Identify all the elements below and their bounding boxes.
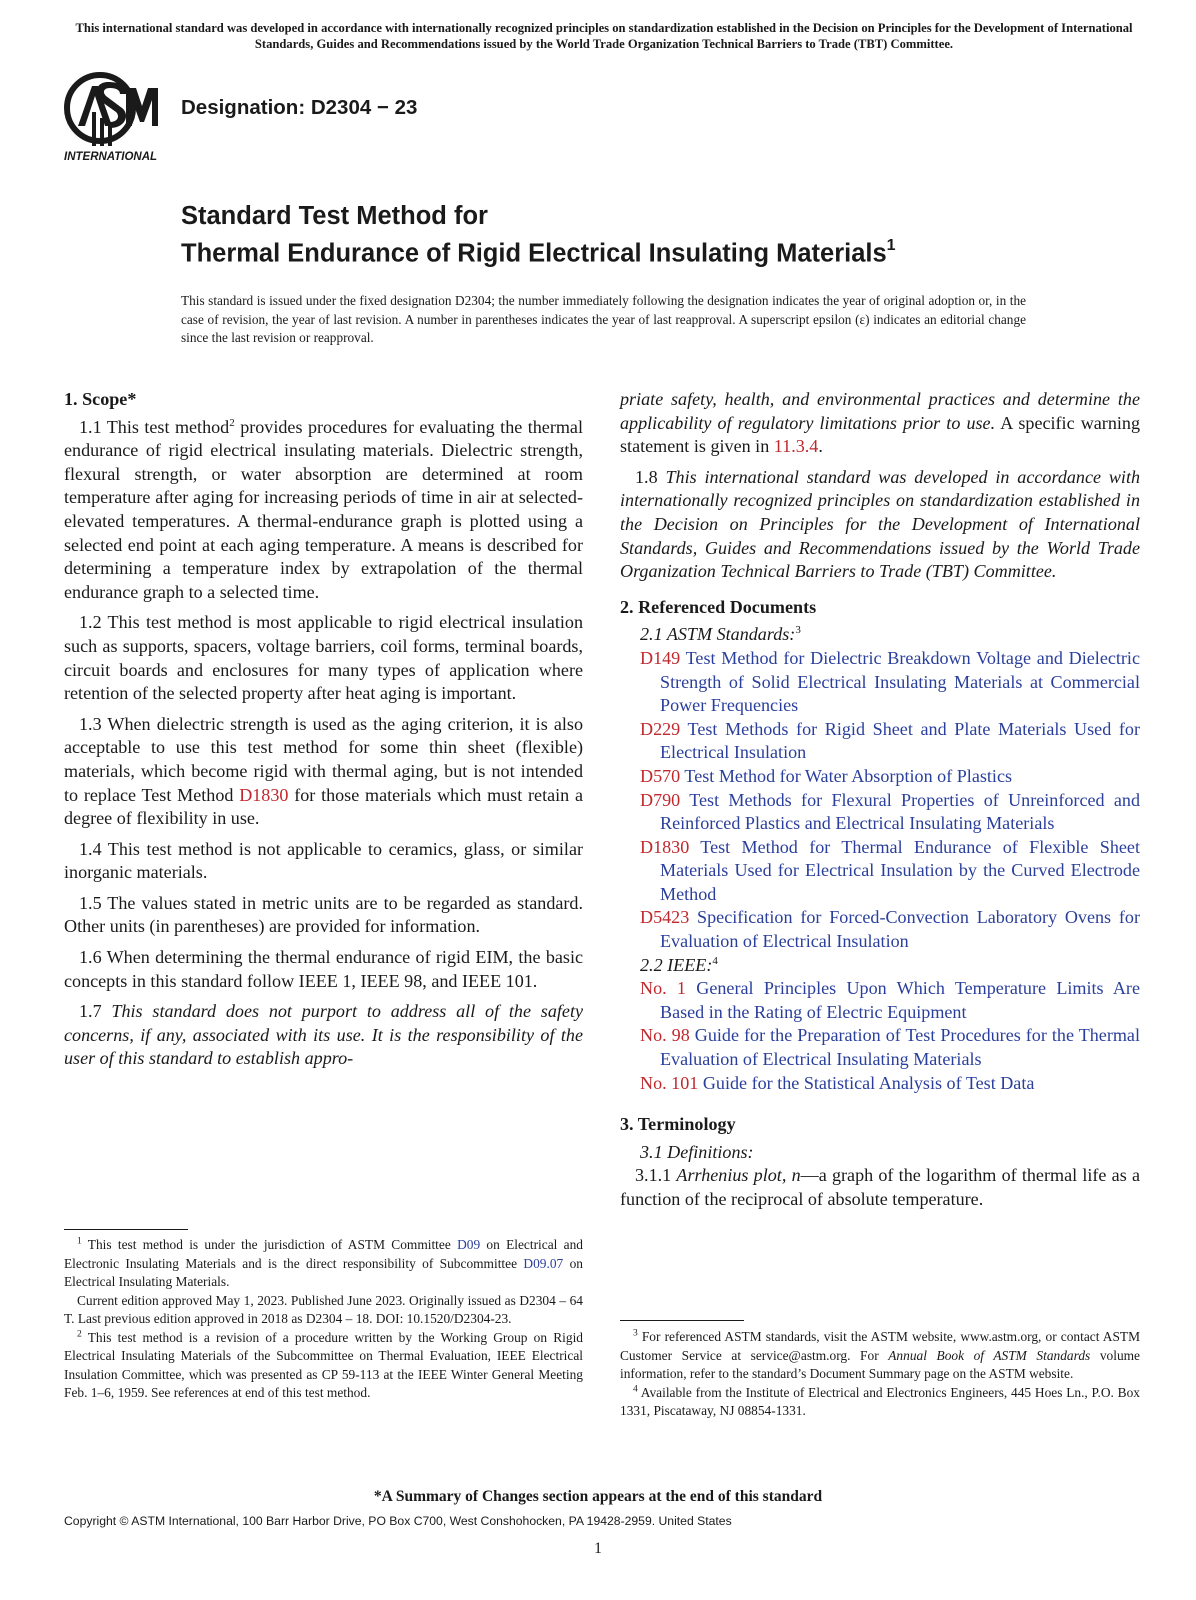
logo-wordmark: INTERNATIONAL <box>64 151 158 163</box>
ref-entry <box>620 906 1140 953</box>
ref-code-link[interactable]: D149 <box>640 647 681 668</box>
astm-standards-label: 2.1 ASTM Standards:$^3$ <box>640 624 801 645</box>
ref-code-link[interactable]: No. 1 <box>640 978 686 999</box>
ref-title-link[interactable]: Test Methods for Flexural Properties of Unreinforced and Reinforced Plastics and Electrical Insulating Materials <box>660 789 1140 834</box>
ieee-list <box>620 977 1140 1095</box>
ref-entry <box>620 836 1140 907</box>
summary-of-changes-note: *A Summary of Changes section appears at the end of this standard <box>373 1488 823 1505</box>
definition-arrhenius: 3.1.1 Arrhenius plot, n—a graph of the logarithm of thermal life as a function of the reciprocal of absolute temperature. <box>620 1165 1140 1209</box>
ref-entry <box>620 718 1140 765</box>
ref-entry <box>620 765 1140 789</box>
footnote-rule-right <box>620 1320 744 1321</box>
para-1-7-start: 1.7 This standard does not purport to address all of the safety concerns, if any, associated with its use. It is the responsibility of the user of this standard to establish appro- <box>64 1001 583 1069</box>
ref-entry <box>620 789 1140 836</box>
footnotes-left <box>64 1236 583 1403</box>
para-1-7-italic: This standard does not purport to address all of the safety concerns, if any, associated with its use. It is the responsibility of the user of this standard to establish appro- <box>64 1001 583 1069</box>
ref-title-link[interactable]: General Principles Upon Which Temperature Limits Are Based in the Rating of Electric Equipment <box>660 978 1140 1022</box>
footnotes-right <box>620 1328 1140 1421</box>
astm-logo <box>64 72 168 166</box>
para-1-4: 1.4 This test method is not applicable to ceramics, glass, or similar inorganic materials. <box>64 838 583 883</box>
ieee-label: 2.2 IEEE:$^4$ <box>640 954 718 975</box>
wto-notice: This international standard was developed in accordance with internationally recognized principles on standardization established in the Decision on Principles for the Development of International Standards, Guides and Recommendations issued by the World Trade Organization Technical Barriers to Trade (TBT) Committee. <box>75 21 1133 51</box>
ref-title-link[interactable]: Guide for the Statistical Analysis of Test Data <box>698 1072 1035 1093</box>
referenced-heading: 2. Referenced Documents <box>620 596 817 617</box>
ref-title-link[interactable]: Specification for Forced-Convection Laboratory Ovens for Evaluation of Electrical Insulation <box>660 907 1140 952</box>
title-line-2: Thermal Endurance of Rigid Electrical Insulating Materials <box>181 239 887 268</box>
ref-entry <box>620 647 1140 718</box>
page-number: 1 <box>594 1540 602 1557</box>
footnote-1-edition: Current edition approved May 1, 2023. Published June 2023. Originally issued as D2304 – 64 T. Last previous edition approved in 2018 as D2304 – 18. DOI: 10.1520/D2304-23. <box>64 1292 583 1326</box>
ref-code-link[interactable]: D790 <box>640 789 681 810</box>
ref-entry <box>620 1024 1140 1071</box>
footnote-4: $^4$ Available from the Institute of Electrical and Electronics Engineers, 445 Hoes Ln., P.O. Box 1331, Piscataway, NJ 08854-1331. <box>620 1384 1140 1418</box>
definitions-label: 3.1 Definitions: <box>640 1141 754 1162</box>
link-d09[interactable]: D09 <box>457 1237 481 1252</box>
title-line-1: Standard Test Method for <box>181 202 488 230</box>
ref-code-link[interactable]: No. 98 <box>640 1025 690 1046</box>
title-footnote-mark: 1 <box>886 237 896 254</box>
para-1-3: 1.3 When dielectric strength is used as the aging criterion, it is also acceptable to use this test method for some thin sheet (flexible) materials, which become rigid with thermal aging, but is not intended to replace Test Method D1830 for those materials which must retain a degree of flexibility in use. <box>64 713 583 829</box>
link-11-3-4[interactable]: 11.3.4 <box>773 436 819 457</box>
para-1-2: 1.2 This test method is most applicable to rigid electrical insulation such as supports, spacers, voltage barriers, coil forms, terminal boards, circuit boards and enclosures for many types of application where retention of the selected property after heat aging is important. <box>64 612 583 704</box>
right-column <box>620 388 1140 1212</box>
para-1-1: 1.1 This test method$^2$ provides procedures for evaluating the thermal endurance of rigid electrical insulating materials. Dielectric strength, flexural strength, or water absorption are determined at room temperature after aging for increasing periods of time in air at selected-elevated temperatures. A thermal-endurance graph is plotted using a selected end point at each aging temperature. A means is described for determining a temperature index by extrapolation of the thermal endurance graph to a selected time. <box>64 416 583 602</box>
issued-note: This standard is issued under the fixed designation D2304; the number immediately following the designation indicates the year of original adoption or, in the case of revision, the year of last revision. A number in parentheses indicates the year of last reapproval. A superscript epsilon (ε) indicates an editorial change since the last revision or reapproval. <box>181 293 1026 345</box>
footnote-2: $^2$ This test method is a revision of a procedure written by the Working Group on Rigid Electrical Insulating Materials of the Subcommittee on Thermal Evaluation, IEEE Electrical Insulation Committee, which was presented as CP 59-113 at the IEEE Winter General Meeting Feb. 1–6, 1959. See references at end of this test method. <box>64 1329 583 1400</box>
link-d09-07[interactable]: D09.07 <box>523 1255 564 1271</box>
ref-title-link[interactable]: Test Method for Thermal Endurance of Flexible Sheet Materials Used for Electrical Insulation by the Curved Electrode Method <box>660 836 1140 904</box>
copyright: Copyright © ASTM International, 100 Barr Harbor Drive, PO Box C700, West Conshohocken, PA 19428-2959. United States <box>64 1514 732 1528</box>
scope-heading: 1. Scope* <box>64 389 137 409</box>
ref-code-link[interactable]: No. 101 <box>640 1072 699 1093</box>
ref-code-link[interactable]: D570 <box>640 765 681 786</box>
footnote-2-mark: 2 <box>229 416 235 429</box>
terminology-heading: 3. Terminology <box>620 1114 736 1135</box>
left-column <box>64 388 583 1078</box>
para-1-6: 1.6 When determining the thermal endurance of rigid EIM, the basic concepts in this standard follow IEEE 1, IEEE 98, and IEEE 101. <box>64 947 583 991</box>
para-1-7-cont: priate safety, health, and environmental practices and determine the applicability of regulatory limitations prior to use. A specific warning statement is given in 11.3.4. <box>620 389 1140 457</box>
document-title <box>181 200 1081 270</box>
ref-title-link[interactable]: Test Method for Water Absorption of Plastics <box>680 765 1013 786</box>
astm-standards-list <box>620 647 1140 954</box>
para-1-5: 1.5 The values stated in metric units are to be regarded as standard. Other units (in parentheses) are provided for information. <box>64 892 583 937</box>
astm-logo-mark-icon <box>67 75 158 146</box>
designation: Designation: D2304 − 23 <box>181 96 418 119</box>
footnote-3: $^3$ For referenced ASTM standards, visit the ASTM website, www.astm.org, or contact ASTM Customer Service at service@astm.org. For Annual Book of ASTM Standards volume information, refer to the standard’s Document Summary page on the ASTM website. <box>620 1328 1140 1381</box>
link-d1830[interactable]: D1830 <box>239 784 289 805</box>
ref-code-link[interactable]: D1830 <box>640 836 690 857</box>
ref-title-link[interactable]: Test Method for Dielectric Breakdown Voltage and Dielectric Strength of Solid Electrical Insulating Materials at Commercial Power Frequencies <box>660 647 1140 716</box>
ref-title-link[interactable]: Guide for the Preparation of Test Procedures for the Thermal Evaluation of Electrical Insulating Materials <box>660 1025 1140 1070</box>
footnote-rule-left <box>64 1229 188 1230</box>
footnote-1: $^1$ This test method is under the jurisdiction of ASTM Committee D09 on Electrical and Electronic Insulating Materials and is the direct responsibility of Subcommittee D09.07 on Electrical Insulating Materials. <box>64 1236 584 1289</box>
para-1-8: 1.8 This international standard was developed in accordance with internationally recognized principles on standardization established in the Decision on Principles for the Development of International Standards, Guides and Recommendations issued by the World Trade Organization Technical Barriers to Trade (TBT) Committee. <box>620 466 1141 582</box>
ref-code-link[interactable]: D229 <box>640 718 681 739</box>
ref-entry <box>620 1072 1140 1096</box>
ref-title-link[interactable]: Test Methods for Rigid Sheet and Plate Materials Used for Electrical Insulation <box>660 718 1140 763</box>
ref-code-link[interactable]: D5423 <box>640 907 690 928</box>
ref-entry <box>620 977 1140 1024</box>
